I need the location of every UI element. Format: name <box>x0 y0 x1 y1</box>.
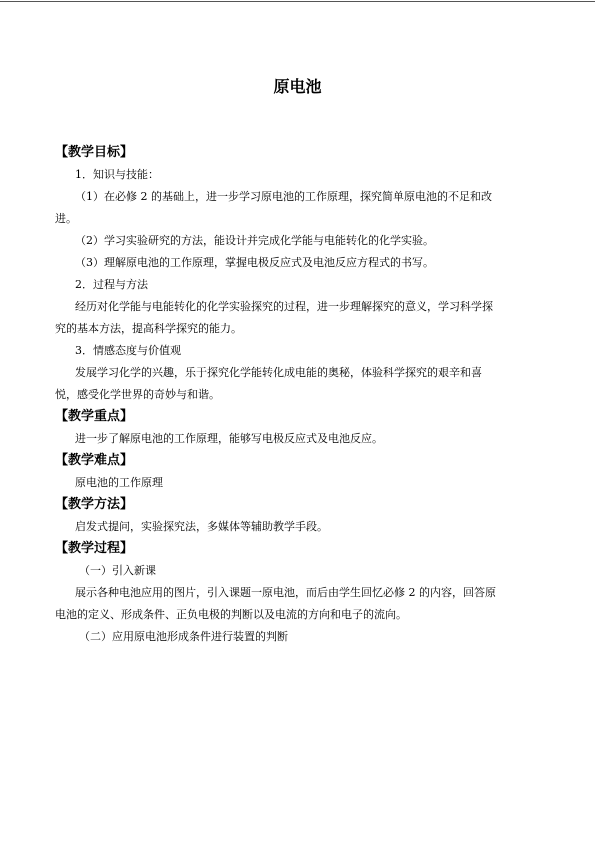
goal-line: 3．情感态度与价值观 <box>75 344 181 357</box>
document-body <box>55 142 545 648</box>
section-heading-key-points: 【教学重点】 <box>55 409 134 424</box>
goal-line: （2）学习实验研究的方法，能设计并完成化学能与电能转化的化学实验。 <box>75 234 434 247</box>
key-points-text: 进一步了解原电池的工作原理，能够写电极反应式及电池反应。 <box>75 432 383 445</box>
goal-line: 究的基本方法，提高科学探究的能力。 <box>55 322 242 335</box>
goal-line: 2．过程与方法 <box>75 278 148 291</box>
top-border-line <box>0 1 595 2</box>
process-line: （二）应用原电池形成条件进行装置的判断 <box>79 630 288 643</box>
goal-line: 1．知识与技能： <box>75 168 159 181</box>
section-heading-goals: 【教学目标】 <box>55 145 134 160</box>
goal-line: 发展学习化学的兴趣，乐于探究化学能转化成电能的奥秘，体验科学探究的艰辛和喜 <box>75 366 482 379</box>
goal-line: 悦，感受化学世界的奇妙与和谐。 <box>55 388 220 401</box>
difficulties-text: 原电池的工作原理 <box>75 476 163 489</box>
section-heading-difficulties: 【教学难点】 <box>55 453 134 468</box>
page-title: 原电池 <box>273 77 322 96</box>
process-line: 电池的定义、形成条件、正负电极的判断以及电流的方向和电子的流向。 <box>55 608 407 621</box>
goal-line: （3）理解原电池的工作原理，掌握电极反应式及电池反应方程式的书写。 <box>75 256 434 269</box>
process-line: （一）引入新课 <box>79 564 156 577</box>
methods-text: 启发式提问，实验探究法，多媒体等辅助教学手段。 <box>75 520 328 533</box>
goal-line: （1）在必修 2 的基础上，进一步学习原电池的工作原理，探究简单原电池的不足和改 <box>75 190 492 203</box>
goal-line: 进。 <box>55 212 77 225</box>
section-heading-process: 【教学过程】 <box>55 541 134 556</box>
section-heading-methods: 【教学方法】 <box>55 497 134 512</box>
goal-line: 经历对化学能与电能转化的化学实验探究的过程，进一步理解探究的意义，学习科学探 <box>75 300 493 313</box>
process-line: 展示各种电池应用的图片，引入课题一原电池，而后由学生回忆必修 2 的内容，回答原 <box>75 586 496 599</box>
